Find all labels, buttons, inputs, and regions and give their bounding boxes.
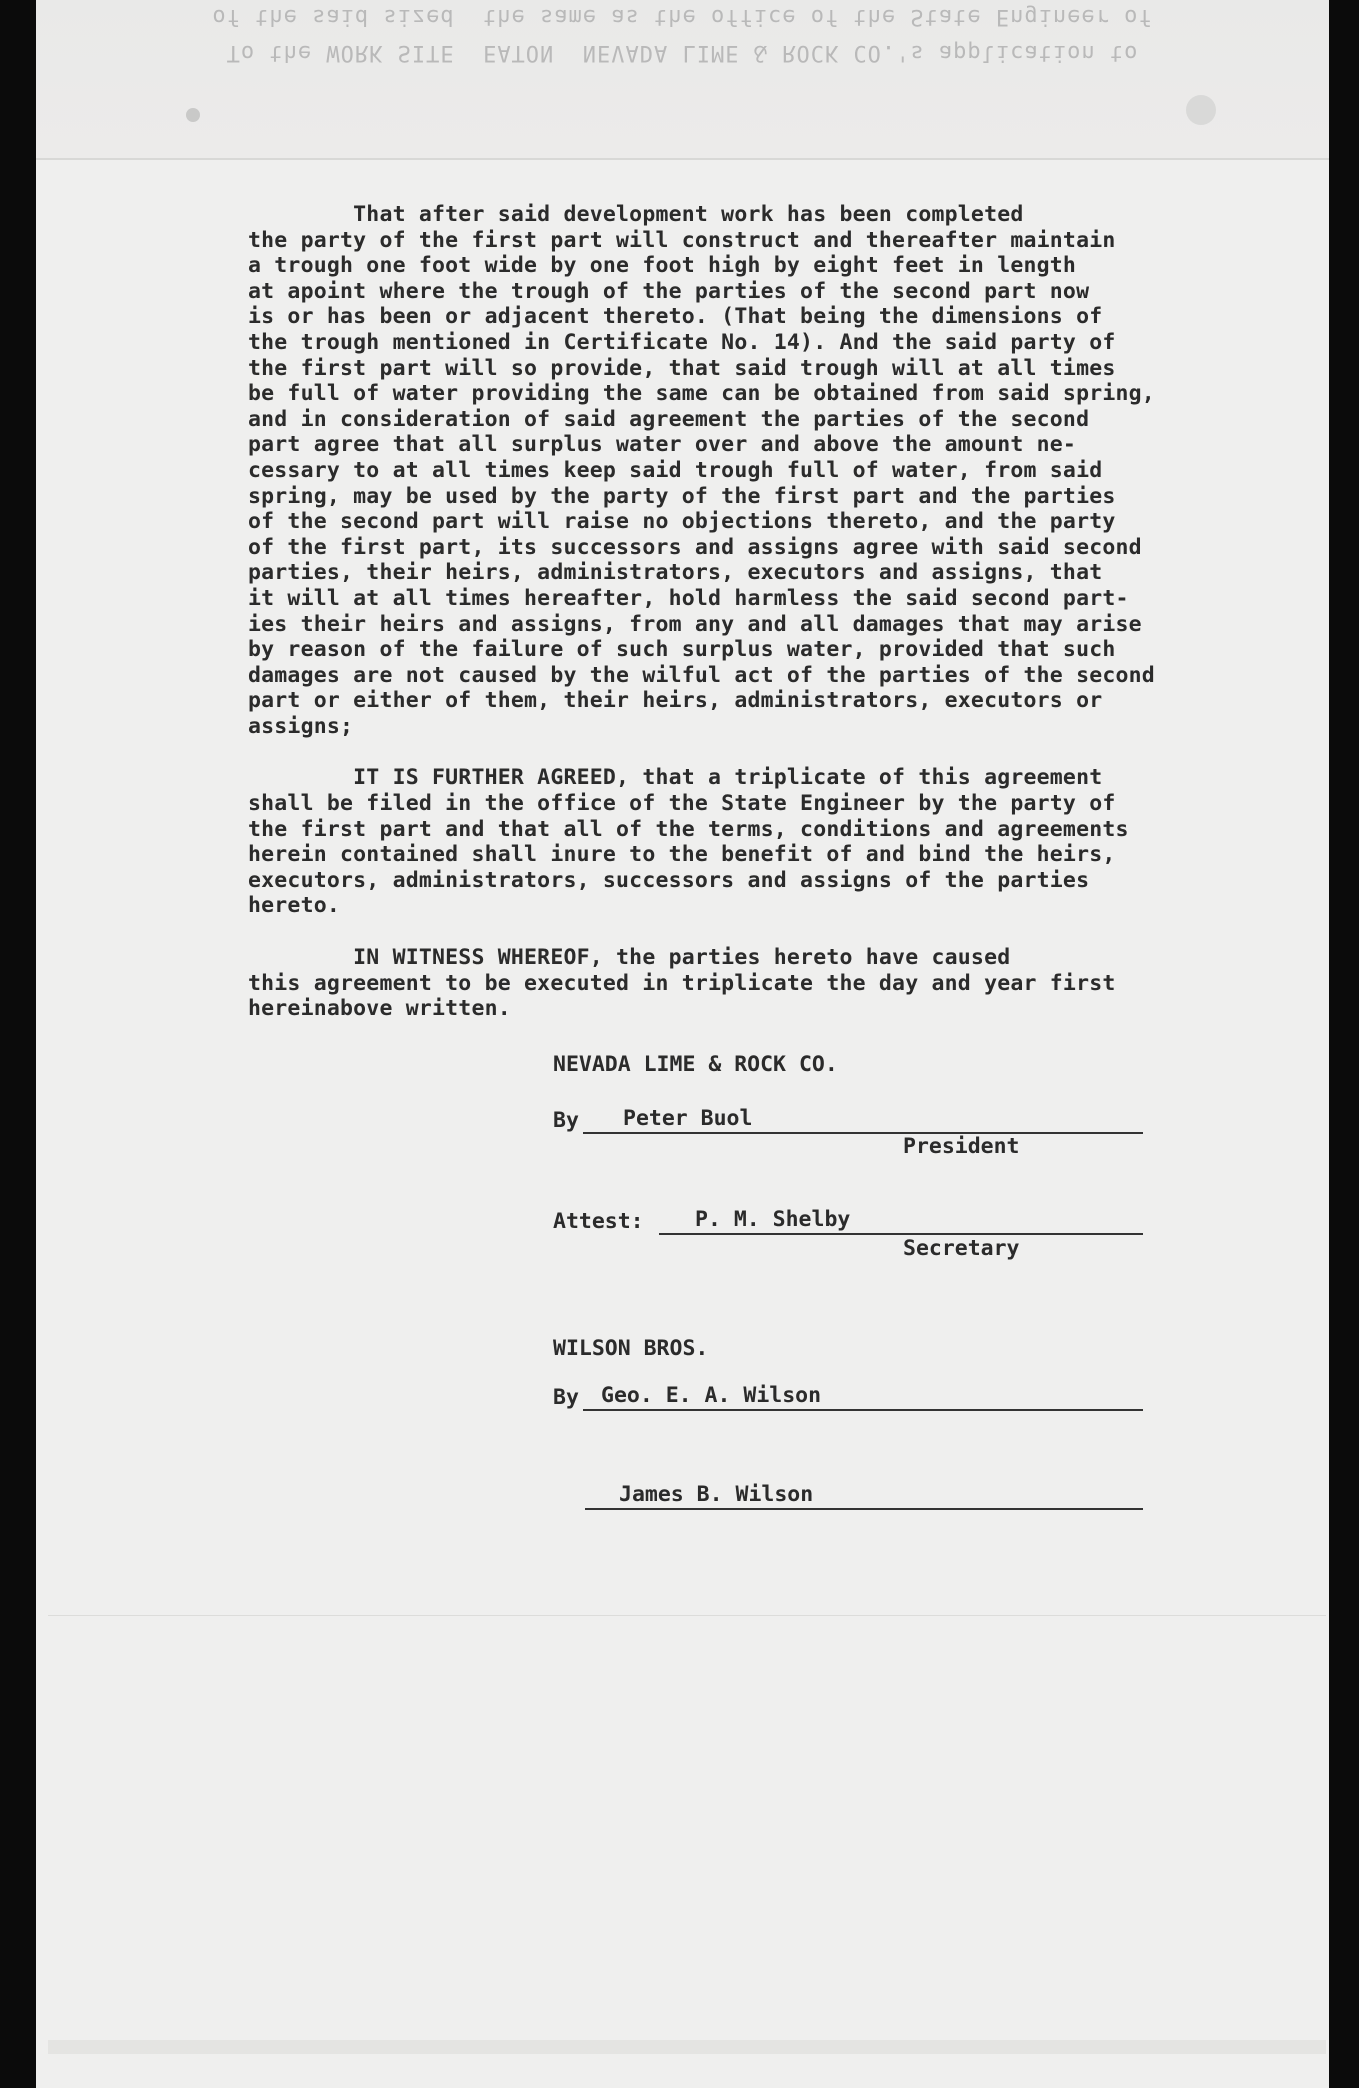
text-line: and in consideration of said agreement the parties of the second (248, 406, 1090, 432)
folded-bottom-flap (48, 1615, 1326, 2041)
text-line: assigns; (248, 713, 354, 739)
bleed-through-line: To the WORK SITE EATON NEVADA LIME & ROCK CO.'s application to (226, 40, 1139, 65)
text-line: IT IS FURTHER AGREED, that a triplicate of this agreement (248, 765, 1103, 791)
text-line: at apoint where the trough of the parties of the second part now (248, 278, 1090, 304)
text-line: the party of the first part will construct and thereafter maintain (248, 227, 1116, 253)
text-line: parties, their heirs, administrators, executors and assigns, that (248, 560, 1103, 586)
paper-speck (1186, 95, 1216, 125)
company-name: NEVADA LIME & ROCK CO. (553, 1052, 838, 1077)
text-line: hereinabove written. (248, 996, 511, 1022)
signature-line (659, 1233, 1143, 1235)
attester-title: Secretary (903, 1236, 1020, 1261)
text-line: of the first part, its successors and assigns agree with said second (248, 534, 1142, 560)
signature-line (583, 1409, 1143, 1411)
text-line: shall be filed in the office of the State Engineer by the party of (248, 791, 1116, 817)
text-line: is or has been or adjacent thereto. (That being the dimensions of (248, 304, 1103, 330)
text-line: damages are not caused by the wilful act of the parties of the second (248, 662, 1155, 688)
text-line: the first part and that all of the terms, conditions and agreements (248, 816, 1129, 842)
attest-label: Attest: (553, 1209, 644, 1234)
text-line: be full of water providing the same can be obtained from said spring, (248, 381, 1155, 407)
text-line: it will at all times hereafter, hold harmless the said second part- (248, 585, 1129, 611)
text-line: part agree that all surplus water over and above the amount ne- (248, 432, 1077, 458)
company-name: WILSON BROS. (553, 1336, 709, 1361)
text-line: part or either of them, their heirs, administrators, executors or (248, 688, 1103, 714)
signer-name: Peter Buol (623, 1106, 753, 1131)
bleed-through-line: of the said sized the same as the office of the State Engineer of (212, 4, 1153, 29)
text-line: this agreement to be executed in triplicate the day and year first (248, 970, 1116, 996)
text-line: spring, may be used by the party of the first part and the parties (248, 483, 1116, 509)
text-line: a trough one foot wide by one foot high by eight feet in length (248, 253, 1077, 279)
page-edge (48, 2040, 1326, 2054)
paper-speck (186, 108, 200, 122)
text-line: the trough mentioned in Certificate No. 14). And the said party of (248, 329, 1116, 355)
signature-line (585, 1508, 1143, 1510)
by-label: By (553, 1108, 579, 1133)
paragraph-gap (248, 739, 1248, 765)
text-line: the first part will so provide, that said trough will at all times (248, 355, 1116, 381)
signature-line (583, 1132, 1143, 1134)
text-line: executors, administrators, successors and assigns of the parties (248, 867, 1090, 893)
text-line: hereto. (248, 893, 341, 919)
text-line: of the second part will raise no objections thereto, and the party (248, 509, 1116, 535)
text-line: IN WITNESS WHEREOF, the parties hereto have caused (248, 945, 1011, 971)
signer-name: James B. Wilson (619, 1482, 814, 1507)
by-label: By (553, 1385, 579, 1410)
paragraph (248, 202, 1248, 739)
agreement-body (248, 202, 1248, 1022)
paragraph (248, 765, 1248, 919)
text-line: by reason of the failure of such surplus water, provided that such (248, 637, 1116, 663)
text-line: ies their heirs and assigns, from any and all damages that may arise (248, 611, 1142, 637)
folded-top-flap (36, 0, 1329, 160)
text-line: cessary to at all times keep said trough full of water, from said (248, 457, 1103, 483)
paragraph (248, 945, 1248, 1022)
text-line: herein contained shall inure to the benefit of and bind the heirs, (248, 842, 1116, 868)
attester-name: P. M. Shelby (695, 1207, 851, 1232)
signer-title: President (903, 1134, 1020, 1159)
paragraph-gap (248, 919, 1248, 945)
text-line: That after said development work has been completed (248, 202, 1024, 227)
signer-name: Geo. E. A. Wilson (601, 1383, 822, 1408)
